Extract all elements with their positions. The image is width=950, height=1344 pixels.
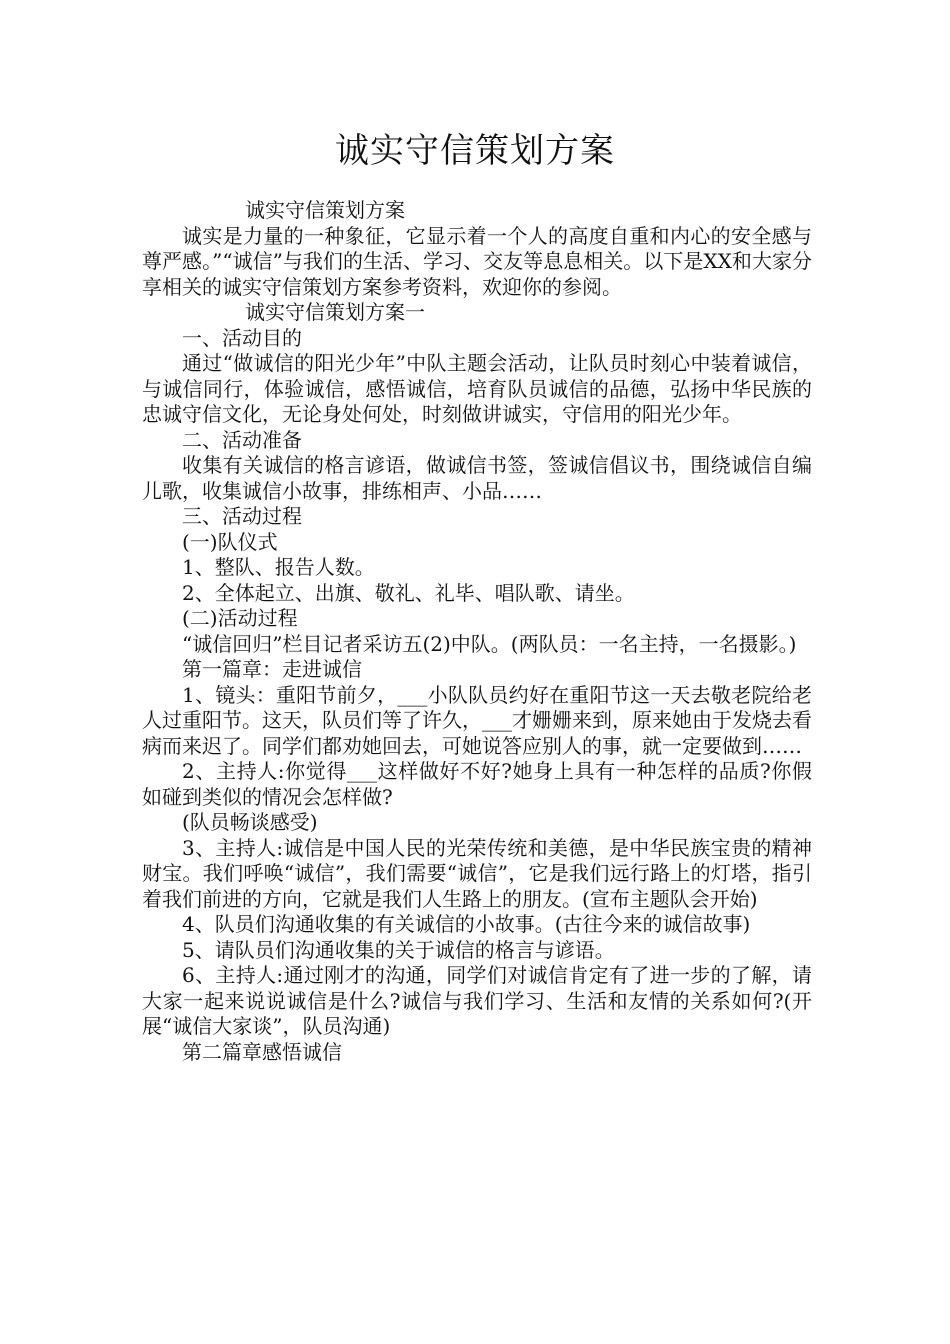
- paragraph: 1、镜头：重阳节前夕，___小队队员约好在重阳节这一天去敬老院给老人过重阳节。这天，队员们等了许久，___才姗姗来到，原来她由于发烧去看病而来迟了。同学们都劝她回去，可她说答应别人的事，就一定要做到……: [142, 682, 812, 758]
- paragraph: 第二篇章感悟诚信: [182, 1039, 342, 1064]
- paragraph: 诚实守信策划方案一: [245, 300, 425, 324]
- paragraph: 诚实是力量的一种象征，它显示着一个人的高度自重和内心的安全感与尊严感。”“诚信”与我们的生活、学习、交友等息息相关。以下是XX和大家分享相关的诚实守信策划方案参考资料，欢迎你的参阅。: [142, 223, 812, 299]
- paragraph: 通过“做诚信的阳光少年”中队主题会活动，让队员时刻心中装着诚信，与诚信同行，体验诚信，感悟诚信，培育队员诚信的品德，弘扬中华民族的忠诚守信文化，无论身处何处，时刻做讲诚实，守信用的阳光少年。: [142, 351, 812, 426]
- paragraph: 诚实守信策划方案: [245, 198, 405, 222]
- paragraph: (二)活动过程: [182, 606, 298, 630]
- document-title: 诚实守信策划方案: [335, 131, 615, 171]
- paragraph: 收集有关诚信的格言谚语，做诚信书签，签诚信倡议书，围绕诚信自编儿歌，收集诚信小故事，排练相声、小品……: [142, 453, 812, 503]
- paragraph: 2、全体起立、出旗、敬礼、礼毕、唱队歌、请坐。: [182, 580, 635, 605]
- paragraph: 三、活动过程: [182, 504, 302, 528]
- paragraph: 二、活动准备: [182, 427, 302, 452]
- paragraph: 6、主持人:通过刚才的沟通，同学们对诚信肯定有了进一步的了解，请大家一起来说说诚信是什么?诚信与我们学习、生活和友情的关系如何?(开展“诚信大家谈”，队员沟通): [142, 963, 812, 1038]
- paragraph: 1、整队、报告人数。: [182, 555, 375, 579]
- paragraph: 4、队员们沟通收集的有关诚信的小故事。(古往今来的诚信故事): [182, 912, 751, 936]
- paragraph: (一)队仪式: [182, 529, 278, 554]
- paragraph: 5、请队员们沟通收集的关于诚信的格言与谚语。: [182, 937, 615, 962]
- paragraph: 3、主持人:诚信是中国人民的光荣传统和美德，是中华民族宝贵的精神财宝。我们呼唤“诚信”，我们需要“诚信”，它是我们远行路上的灯塔，指引着我们前进的方向，它就是我们人生路上的朋友。(宣布主题队会开始): [142, 835, 812, 911]
- paragraph: 2、主持人:你觉得___这样做好不好?她身上具有一种怎样的品质?你假如碰到类似的情况会怎样做?: [142, 759, 812, 809]
- paragraph: (队员畅谈感受): [182, 810, 318, 834]
- paragraph: “诚信回归”栏目记者采访五(2)中队。(两队员：一名主持，一名摄影。): [182, 631, 797, 656]
- document-body: [142, 198, 812, 1065]
- paragraph: 一、活动目的: [182, 325, 302, 350]
- paragraph: 第一篇章：走进诚信: [182, 657, 362, 681]
